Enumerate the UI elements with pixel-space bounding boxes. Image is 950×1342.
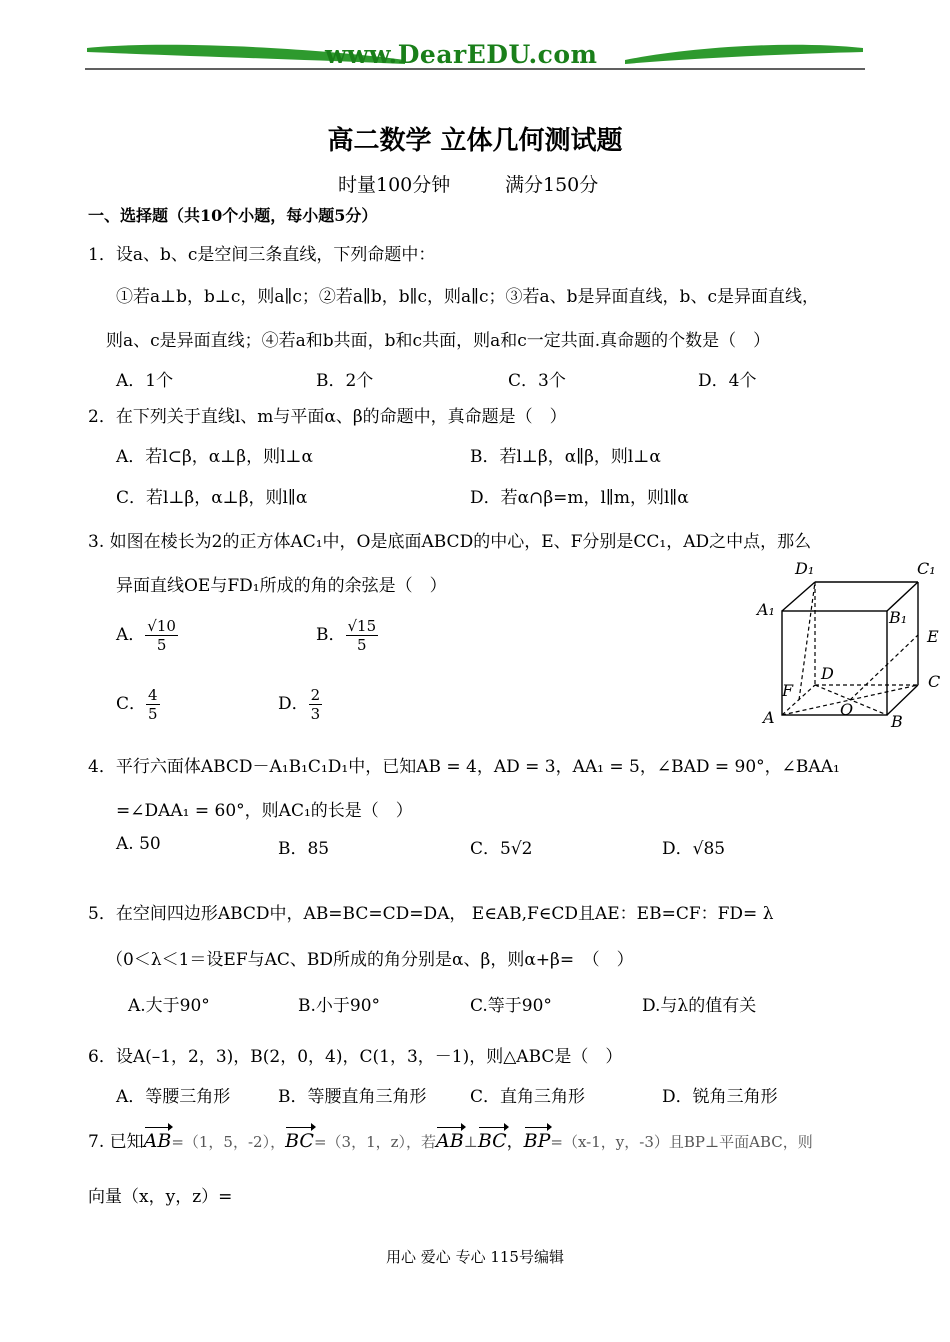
- time-limit: 时量100分钟: [338, 174, 451, 196]
- q6-option-d: D．锐角三角形: [662, 1087, 778, 1107]
- page-footer: 用心 爱心 专心 115号编辑: [386, 1248, 564, 1266]
- label-d: D: [821, 664, 834, 683]
- q3-option-a: A． $\frac{√10}{5}$: [116, 617, 176, 654]
- vector-bc: BC: [285, 1130, 314, 1152]
- q1-line2: ①若a⊥b，b⊥c，则a∥c；②若a∥b，b∥c，则a∥c；③若a、b是异面直线，b、c是异面直线，: [116, 287, 819, 307]
- label-d1: D₁: [795, 559, 815, 578]
- label-e: E: [927, 627, 939, 646]
- label-b1: B₁: [889, 608, 908, 627]
- q5-option-c: C.等于90°: [470, 996, 552, 1016]
- q4-option-c: C．5√2: [470, 839, 533, 859]
- vector-bc-2: BC: [477, 1130, 507, 1152]
- q4-stem: 4．平行六面体ABCD－A₁B₁C₁D₁中，已知AB = 4，AD = 3，AA₁ = 5，∠BAD = 90°，∠BAA₁: [88, 757, 840, 777]
- q3-stem: 3. 如图在棱长为2的正方体AC₁中，O是底面ABCD的中心，E、F分别是CC₁，AD之中点，那么: [88, 532, 812, 552]
- q3-line2: 异面直线OE与FD₁所成的角的余弦是（ ）: [116, 576, 447, 596]
- label-o: O: [840, 700, 854, 719]
- q2-option-a: A．若l⊂β，α⊥β，则l⊥α: [116, 447, 313, 467]
- label-c1: C₁: [917, 559, 936, 578]
- q2-option-c: C．若l⊥β，α⊥β，则l∥α: [116, 488, 308, 508]
- q1-stem: 1．设a、b、c是空间三条直线，下列命题中：: [88, 245, 436, 265]
- page-title: 高二数学 立体几何测试题: [327, 126, 623, 156]
- section-heading: 一、选择题（共10个小题，每小题5分）: [88, 206, 378, 225]
- site-logo: www.DearEDU.com: [325, 40, 598, 69]
- q7-line2: 向量（x，y，z）=: [88, 1187, 233, 1207]
- q4-option-a: A. 50: [116, 834, 161, 854]
- q5-option-a: A.大于90°: [128, 996, 210, 1016]
- q4-line2: =∠DAA₁ = 60°，则AC₁的长是（ ）: [116, 801, 413, 821]
- label-a: A: [763, 708, 775, 727]
- q1-option-c: C．3个: [508, 371, 566, 391]
- q3-option-b: B． $\frac{√15}{5}$: [316, 617, 377, 654]
- vector-ab: AB: [143, 1130, 172, 1152]
- q2-option-d: D．若α∩β=m，l∥m，则l∥α: [470, 488, 689, 508]
- q5-option-d: D.与λ的值有关: [642, 996, 757, 1016]
- label-a1: A₁: [757, 600, 775, 619]
- q6-stem: 6．设A(–1，2，3)，B(2，0，4)，C(1，3，－1)，则△ABC是（ ）: [88, 1047, 623, 1067]
- q1-option-b: B．2个: [316, 371, 374, 391]
- q2-option-b: B．若l⊥β，α∥β，则l⊥α: [470, 447, 661, 467]
- q3-option-d: D． $\frac{2}{3}$: [278, 686, 321, 723]
- q7-line1: 7. 已知AB=（1，5，-2），BC=（3，1，z），若AB⊥BC，BP=（x-1，y，-3）且BP⊥平面ABC，则: [88, 1130, 813, 1152]
- label-c: C: [928, 672, 941, 691]
- q5-line2: （0＜λ＜1＝设EF与AC、BD所成的角分别是α、β，则α+β= （ ）: [106, 950, 634, 970]
- q4-option-b: B．85: [278, 839, 330, 859]
- q1-option-d: D．4个: [698, 371, 757, 391]
- full-score: 满分150分: [505, 174, 599, 196]
- label-f: F: [782, 681, 794, 700]
- q4-option-d: D．√85: [662, 839, 726, 859]
- q1-option-a: A．1个: [116, 371, 174, 391]
- q1-line3: 则a、c是异面直线；④若a和b共面，b和c共面，则a和c一定共面.真命题的个数是（ ）: [106, 331, 771, 351]
- q6-option-c: C．直角三角形: [470, 1087, 586, 1107]
- q5-stem: 5．在空间四边形ABCD中，AB=BC=CD=DA， E∈AB,F∈CD且AE：EB=CF：FD= λ: [88, 904, 774, 924]
- q2-stem: 2．在下列关于直线l、m与平面α、β的命题中，真命题是（ ）: [88, 407, 567, 427]
- vector-ab-2: AB: [436, 1130, 464, 1152]
- q6-option-a: A．等腰三角形: [116, 1087, 231, 1107]
- label-b: B: [891, 712, 903, 731]
- q6-option-b: B．等腰直角三角形: [278, 1087, 427, 1107]
- q5-option-b: B.小于90°: [298, 996, 381, 1016]
- cube-figure: [755, 555, 945, 735]
- q3-option-c: C． $\frac{4}{5}$: [116, 686, 158, 723]
- vector-bp: BP: [523, 1130, 551, 1152]
